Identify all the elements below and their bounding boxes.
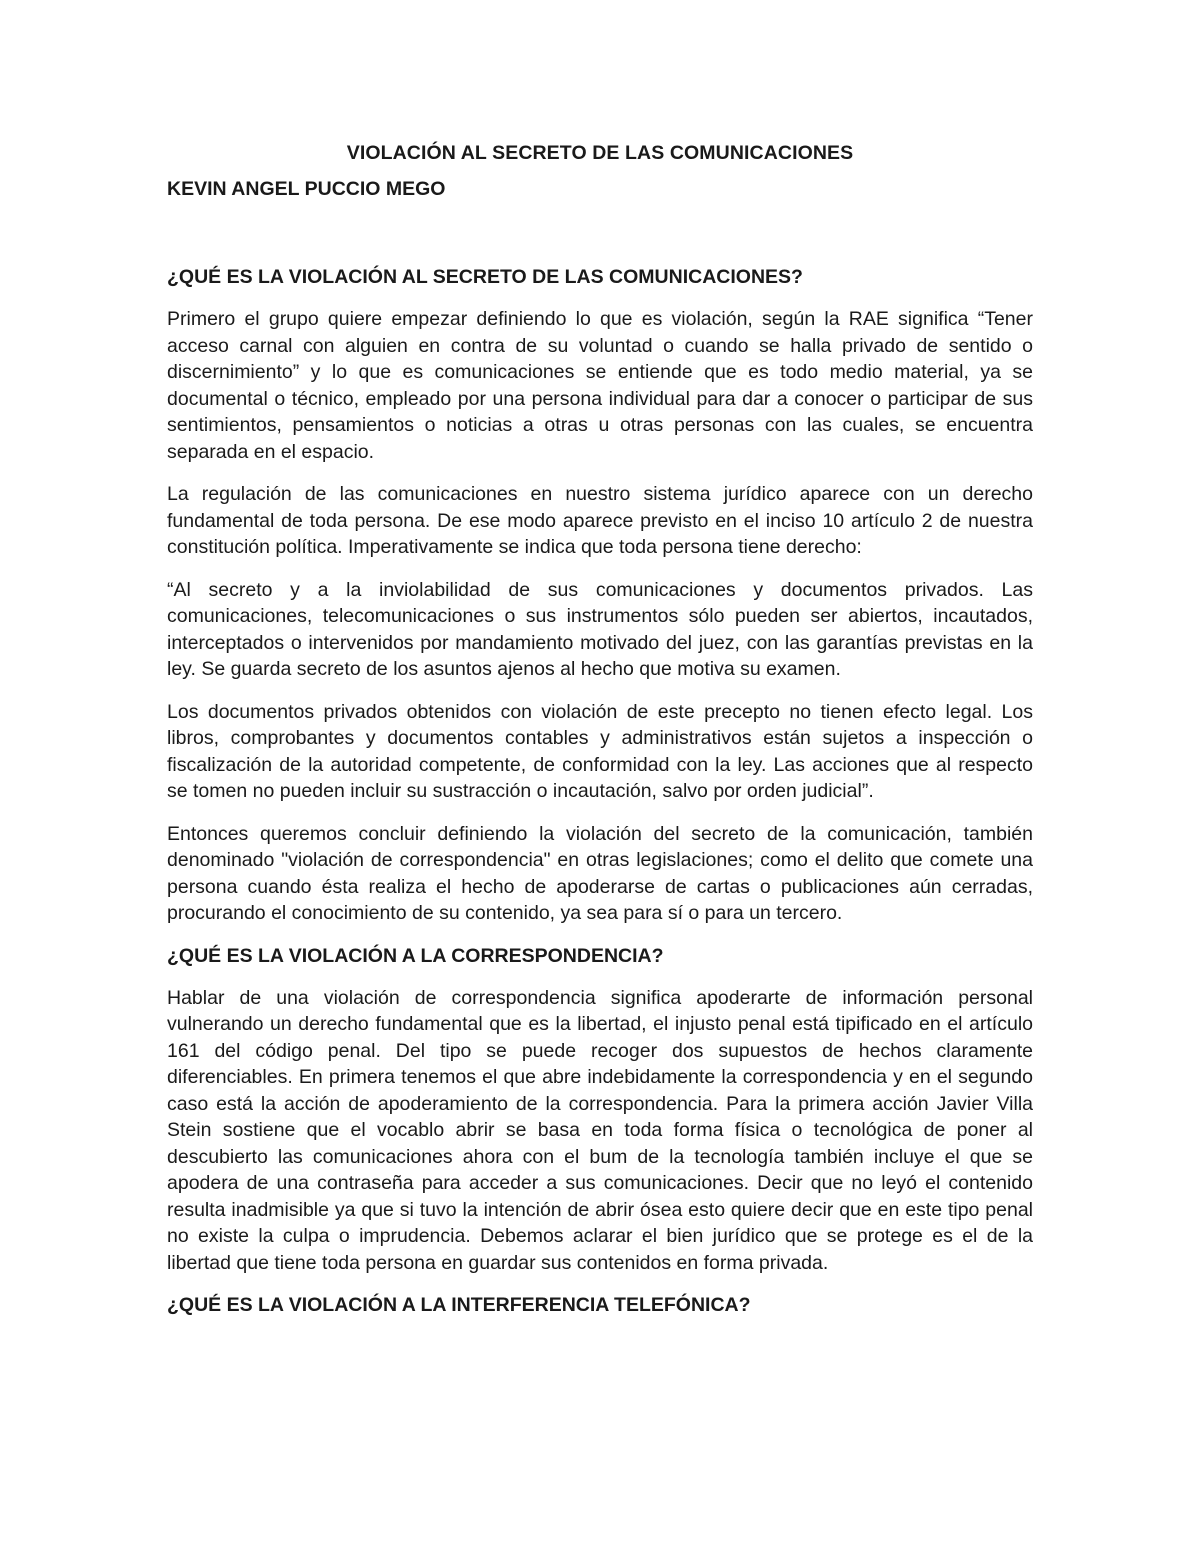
paragraph: Hablar de una violación de correspondencia significa apoderarte de información personal vulnerando un derecho fundamental que es la libertad, el injusto penal está tipificado en el artículo 161 del código penal. Del tipo se puede recoger dos supuestos de hechos claramente diferenciables. En primera tenemos el que abre indebidamente la correspondencia y en el segundo caso está la acción de apoderamiento de la correspondencia. Para la primera acción Javier Villa Stein sostiene que el vocablo abrir se basa en toda forma física o tecnológica de poner al descubierto las comunicaciones ahora con el bum de la tecnología también incluye el que se apodera de una contraseña para acceder a sus comunicaciones. Decir que no leyó el contenido resulta inadmisible ya que si tuvo la intención de abrir ósea esto quiere decir que en este tipo penal no existe la culpa o imprudencia. Debemos aclarar el bien jurídico que se protege es el de la libertad que tiene toda persona en guardar sus contenidos en forma privada. <box>167 986 1033 1274</box>
document-author: KEVIN ANGEL PUCCIO MEGO <box>167 178 446 200</box>
section-heading: ¿QUÉ ES LA VIOLACIÓN AL SECRETO DE LAS COMUNICACIONES? <box>167 266 803 288</box>
document-body <box>167 140 1033 1334</box>
document-title: VIOLACIÓN AL SECRETO DE LAS COMUNICACIONES <box>346 142 854 164</box>
quoted-paragraph: “Al secreto y a la inviolabilidad de sus comunicaciones y documentos privados. Las comunicaciones, telecomunicaciones o sus instrumentos sólo pueden ser abiertos, incautados, interceptados o intervenidos por mandamiento motivado del juez, con las garantías previstas en la ley. Se guarda secreto de los asuntos ajenos al hecho que motiva su examen. <box>167 578 1033 680</box>
section-heading: ¿QUÉ ES LA VIOLACIÓN A LA INTERFERENCIA TELEFÓNICA? <box>167 1294 751 1316</box>
section-interferencia-telefonica <box>167 1292 1033 1318</box>
paragraph: Primero el grupo quiere empezar definiendo lo que es violación, según la RAE significa “Tener acceso carnal con alguien en contra de su voluntad o cuando se halla privado de sentido o discernimiento” y lo que es comunicaciones se entiende que es todo medio material, ya se documental o técnico, empleado por una persona individual para dar a conocer o participar de sus sentimientos, pensamientos o noticias a otras u otras personas con las cuales, se encuentra separada en el espacio. <box>167 308 1033 463</box>
paragraph: Entonces queremos concluir definiendo la violación del secreto de la comunicación, también denominado "violación de correspondencia" en otras legislaciones; como el delito que comete una persona cuando ésta realiza el hecho de apoderarse de cartas o publicaciones aún cerradas, procurando el conocimiento de su contenido, ya sea para sí o para un tercero. <box>167 822 1033 924</box>
section-violacion-correspondencia <box>167 943 1033 1277</box>
paragraph: La regulación de las comunicaciones en nuestro sistema jurídico aparece con un derecho fundamental de toda persona. De ese modo aparece previsto en el inciso 10 artículo 2 de nuestra constitución política. Imperativamente se indica que toda persona tiene derecho: <box>167 483 1033 558</box>
section-violacion-secreto <box>167 264 1033 927</box>
quoted-paragraph: Los documentos privados obtenidos con violación de este precepto no tienen efecto legal. Los libros, comprobantes y documentos contables y administrativos están sujetos a inspección o fiscalización de la autoridad competente, de conformidad con la ley. Las acciones que al respecto se tomen no pueden incluir su sustracción o incautación, salvo por orden judicial”. <box>167 700 1033 802</box>
section-heading: ¿QUÉ ES LA VIOLACIÓN A LA CORRESPONDENCIA? <box>167 944 664 967</box>
